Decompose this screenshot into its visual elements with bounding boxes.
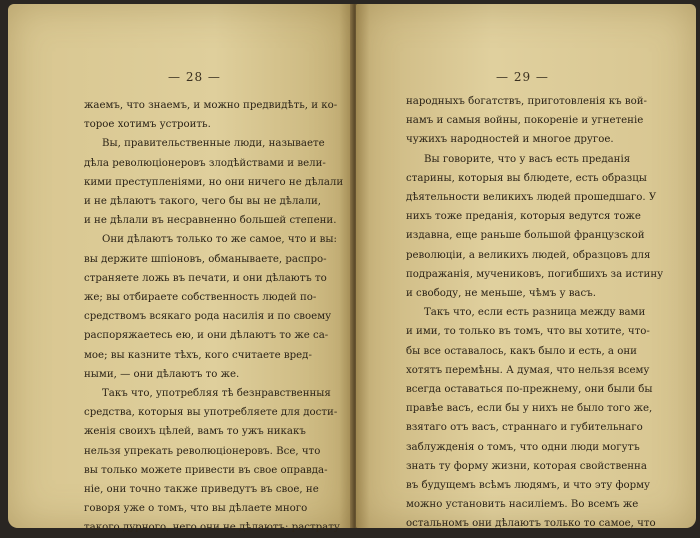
text-line: можно установить насиліемъ. Во всемъ же — [406, 499, 639, 511]
text-line: кими преступленіями, но они ничего не дѣлали — [84, 176, 344, 188]
text-line: средства, которыя вы употребляете для дости- — [84, 407, 338, 419]
text-line: и ими, то только въ томъ, что вы хотите, что- — [406, 326, 650, 338]
text-line: страняете ложь въ печати, и они дѣлаютъ то — [84, 272, 327, 284]
text-line: ніе, они точно также приведутъ въ свое, не — [84, 484, 319, 496]
text-line: и свободу, не меньше, чѣмъ у васъ. — [406, 288, 596, 300]
text-line: и не дѣлали въ несравненно большей степени. — [84, 215, 337, 227]
left-page — [8, 4, 353, 534]
text-line: дѣятельности великихъ людей прошедшаго. У — [406, 192, 657, 204]
text-line: ными, — они дѣлаютъ то же. — [84, 368, 240, 380]
text-line: распоряжаетесь ею, и они дѣлаютъ то же са- — [84, 330, 329, 342]
text-line: издавна, еще раньше большой французской — [406, 230, 645, 242]
text-line: такого дурного, чего они не дѣлаютъ: растрату — [84, 522, 340, 534]
text-line: намъ и самыя войны, покореніе и угнетеніе — [406, 115, 644, 127]
text-line: же; вы отбираете собственность людей по- — [84, 292, 317, 304]
text-line: дѣла революціонеровъ злодѣйствами и вели- — [84, 157, 326, 169]
text-line: бы все оставалось, какъ было и есть, а они — [406, 345, 637, 357]
text-line: вы держите шпіоновъ, обманываете, распро- — [84, 253, 327, 265]
text-line: остальномъ они дѣлаютъ только то самое, что — [406, 518, 656, 530]
text-line: вы только можете привести въ свое оправда- — [84, 464, 328, 476]
text-line: нельзя упрекать революціонеровъ. Все, что — [84, 445, 321, 457]
text-line: средствомъ всякаго рода насилія и по своему — [84, 311, 332, 323]
text-line: хотятъ перемѣны. А думая, что нельзя всему — [406, 364, 650, 376]
text-line: Вы, правительственные люди, называете — [102, 138, 325, 150]
text-line: жаемъ, что знаемъ, и можно предвидѣть, и ко- — [84, 100, 338, 111]
text-line: подражанія, мучениковъ, погибшихъ за истину — [406, 268, 664, 280]
text-line: Они дѣлаютъ только то же самое, что и вы: — [102, 234, 337, 246]
right-page — [356, 4, 696, 528]
open-book — [8, 4, 698, 534]
text-line: старины, которыя вы блюдете, есть образцы — [406, 172, 647, 184]
text-line: Такъ что, если есть разница между вами — [424, 307, 646, 319]
text-line: революціи, а великихъ людей, образцовъ для — [406, 249, 651, 261]
text-line: всегда оставаться по-прежнему, они были бы — [406, 384, 653, 396]
page-number-left: — 28 — — [168, 70, 221, 84]
text-line: и не дѣлаютъ такого, чего бы вы не дѣлали, — [84, 196, 321, 208]
right-page-text — [406, 92, 664, 534]
text-line: правѣе васъ, если бы у нихъ не было того же, — [406, 403, 653, 415]
text-line: заблужденія о томъ, что одни люди могутъ — [406, 441, 640, 453]
text-line: говоря уже о томъ, что вы дѣлаете много — [84, 503, 308, 515]
text-line: въ будущемъ всѣмъ людямъ, и что эту форму — [406, 480, 651, 492]
text-line: Вы говорите, что у васъ есть преданія — [424, 153, 631, 165]
text-line: нихъ тоже преданія, которыя ведутся тоже — [406, 211, 641, 223]
text-line: Такъ что, употребляя тѣ безнравственныя — [102, 388, 331, 400]
text-line: взятаго отъ васъ, страннаго и губительнаго — [406, 422, 643, 434]
text-line: торое хотимъ устроить. — [84, 119, 211, 131]
left-page-text — [84, 96, 344, 538]
text-line: знать ту форму жизни, которая свойственна — [406, 460, 647, 472]
text-line: чужихъ народностей и многое другое. — [406, 134, 614, 146]
text-line: мое; вы казните тѣхъ, кого считаете вред- — [84, 349, 312, 361]
text-line: народныхъ богатствъ, приготовленія къ вой- — [406, 96, 647, 107]
page-number-right: — 29 — — [496, 70, 549, 84]
text-line: женія своихъ цѣлей, вамъ то ужъ никакъ — [84, 426, 306, 438]
